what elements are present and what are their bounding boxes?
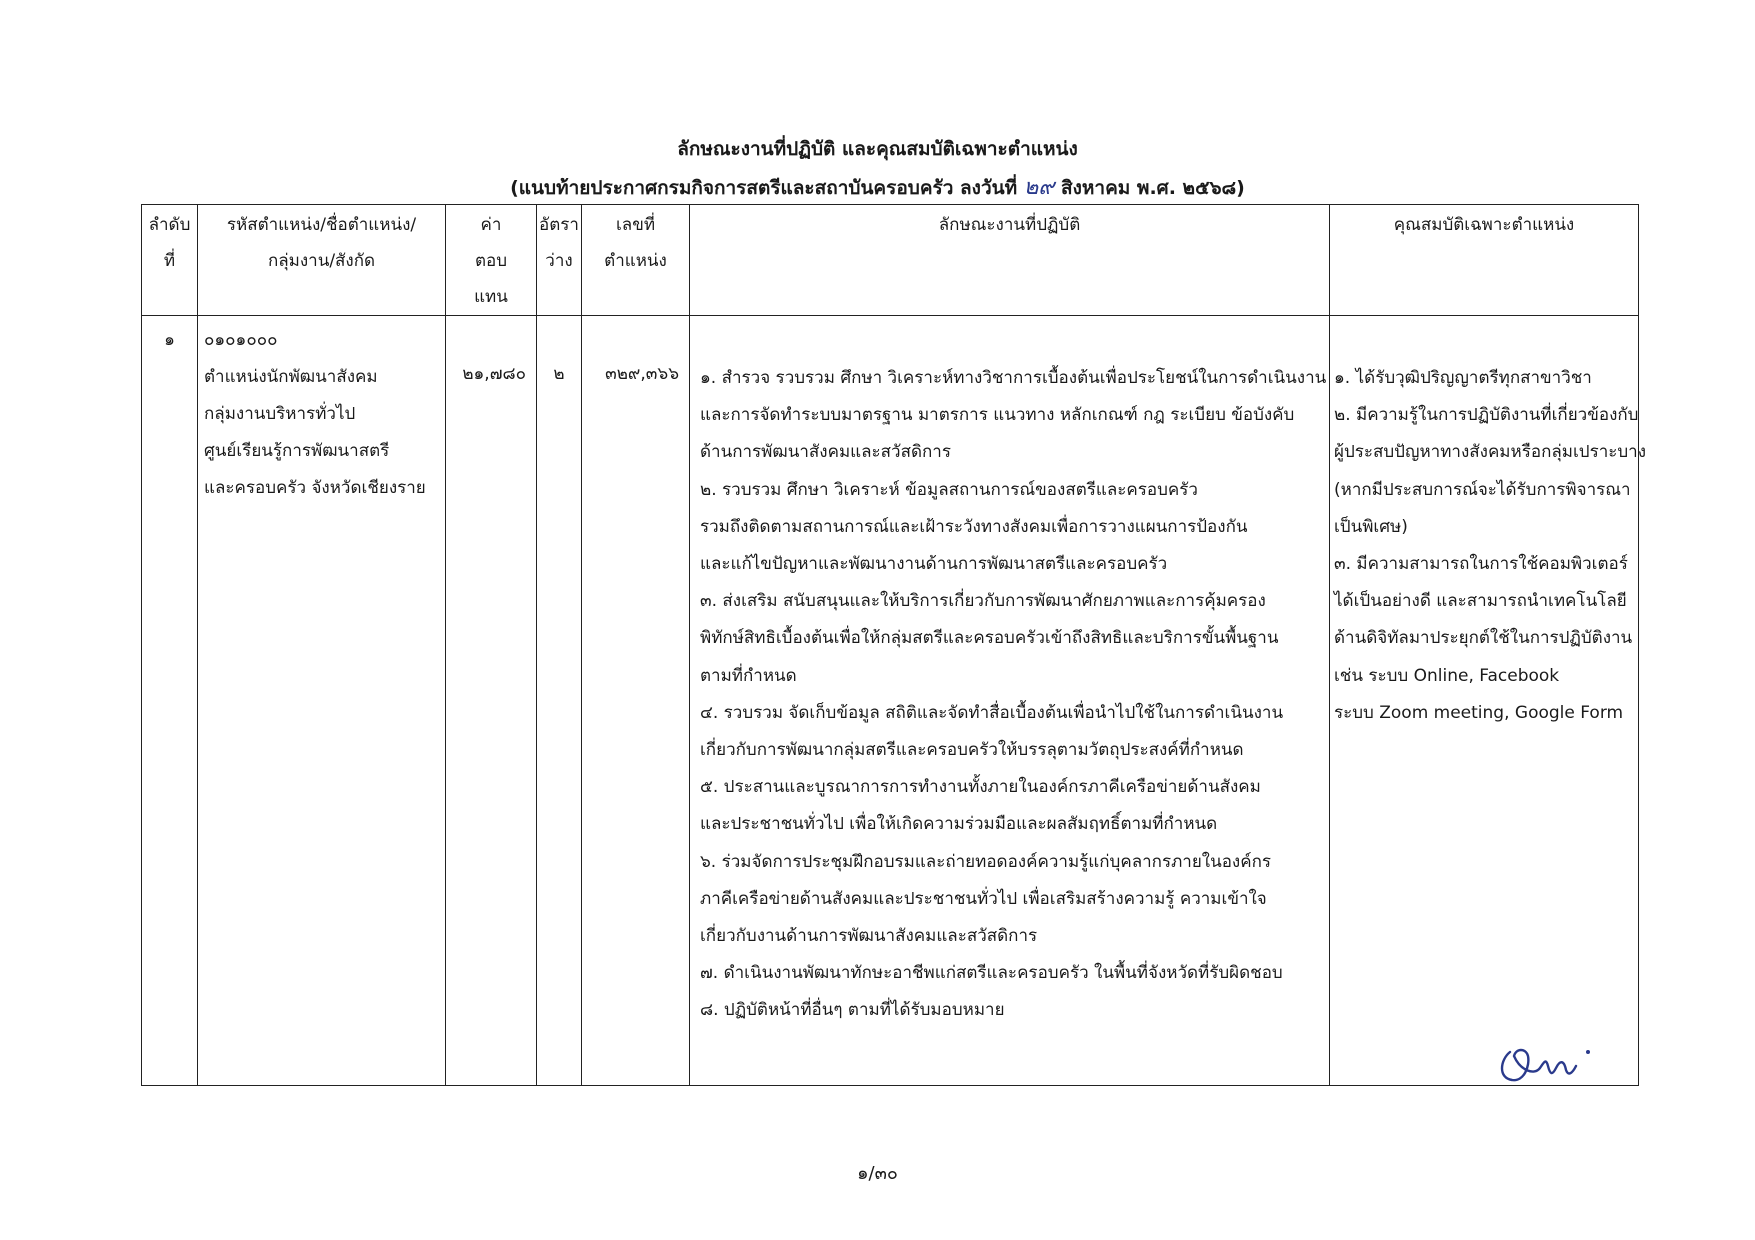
text-line: ภาคีเครือข่ายด้านสังคมและประชาชนทั่วไป เพื่อเสริมสร้างความรู้ ความเข้าใจ: [700, 888, 1267, 909]
cell-qualifications: [1330, 316, 1647, 1086]
header-qualifications: [1330, 205, 1639, 316]
text-line: เกี่ยวกับการพัฒนากลุ่มสตรีและครอบครัวให้บรรลุตามวัตถุประสงค์ที่กำหนด: [700, 740, 1244, 761]
text-line: รวมถึงติดตามสถานการณ์และเฝ้าระวังทางสังคมเพื่อการวางแผนการป้องกัน: [700, 516, 1248, 537]
text-line: ๔. รวบรวม จัดเก็บข้อมูล สถิติและจัดทำสื่อเบื้องต้นเพื่อนำไปใช้ในการดำเนินงาน: [700, 702, 1284, 723]
header-duties: [690, 205, 1330, 316]
text-line: ระบบ Zoom meeting, Google Form: [1334, 702, 1624, 723]
header-lines: [582, 207, 689, 279]
text-line: เช่น ระบบ Online, Facebook: [1334, 665, 1560, 686]
header-lines: [142, 207, 197, 279]
order-number: ๑: [164, 330, 175, 350]
text-line: ๑. ได้รับวุฒิปริญญาตรีทุกสาขาวิชา: [1334, 368, 1592, 388]
text-line: เกี่ยวกับงานด้านการพัฒนาสังคมและสวัสดิการ: [700, 926, 1038, 947]
text-line: ตำแหน่งนักพัฒนาสังคม: [204, 367, 378, 387]
cell-order: [142, 316, 198, 1086]
text-line: ศูนย์เรียนรู้การพัฒนาสตรี: [204, 441, 390, 461]
text-line: ค่า: [480, 215, 502, 235]
header-lines: [446, 207, 536, 315]
cell-position: [198, 316, 446, 1086]
table-row: [142, 316, 1639, 1086]
text-line: และการจัดทำระบบมาตรฐาน มาตรการ แนวทาง หลักเกณฑ์ กฎ ระเบียบ ข้อบังคับ: [700, 405, 1295, 426]
text-line: อัตรา: [539, 215, 579, 235]
text-line: ๖. ร่วมจัดการประชุมฝึกอบรมและถ่ายทอดองค์ความรู้แก่บุคลากรภายในองค์กร: [700, 851, 1272, 872]
text-line: ตามที่กำหนด: [700, 665, 797, 686]
compensation-value: ๒๑,๗๘๐: [462, 364, 526, 384]
header-compensation: [446, 205, 537, 316]
text-line: กลุ่มงาน/สังกัด: [267, 251, 376, 271]
text-line: ๐๑๐๑๐๐๐: [204, 330, 278, 350]
header-position-number: [582, 205, 690, 316]
text-line: กลุ่มงานบริหารทั่วไป: [204, 404, 356, 424]
text-line: และครอบครัว จังหวัดเชียงราย: [204, 478, 426, 498]
document-title: ลักษณะงานที่ปฏิบัติ และคุณสมบัติเฉพาะตำแหน่ง: [677, 138, 1078, 160]
signature-mark: [1490, 1030, 1610, 1090]
header-lines: [1330, 207, 1638, 243]
document-subtitle: [0, 169, 1755, 204]
text-line: ๒. รวบรวม ศึกษา วิเคราะห์ ข้อมูลสถานการณ์ของสตรีและครอบครัว: [700, 479, 1198, 500]
text-line: เป็นพิเศษ): [1334, 516, 1408, 537]
cell-duties: [690, 316, 1330, 1086]
table-header-row: [142, 205, 1639, 316]
position-lines: [198, 316, 445, 507]
text-line: ๓. มีความสามารถในการใช้คอมพิวเตอร์: [1334, 554, 1628, 575]
header-lines: [198, 207, 445, 279]
page-number: ๑/๓๐: [857, 1163, 898, 1184]
handwritten-day: ๒๙: [1023, 175, 1055, 200]
header-order: [142, 205, 198, 316]
text-line: ที่: [163, 251, 176, 271]
text-line: (หากมีประสบการณ์จะได้รับการพิจารณา: [1334, 479, 1631, 500]
duties-lines: [690, 316, 1329, 1030]
text-line: ตอบ: [474, 251, 508, 271]
text-line: พิทักษ์สิทธิเบื้องต้นเพื่อให้กลุ่มสตรีและครอบครัวเข้าถึงสิทธิและบริการขั้นพื้นฐาน: [700, 628, 1279, 649]
text-line: ๒. มีความรู้ในการปฏิบัติงานที่เกี่ยวข้องกับ: [1334, 405, 1639, 426]
text-line: และประชาชนทั่วไป เพื่อให้เกิดความร่วมมือและผลสัมฤทธิ์ตามที่กำหนด: [700, 814, 1218, 835]
cell-compensation: [446, 316, 537, 1086]
text-line: เลขที่: [615, 215, 656, 235]
vacancies-value: ๒: [553, 364, 565, 384]
text-line: ๗. ดำเนินงานพัฒนาทักษะอาชีพแก่สตรีและครอบครัว ในพื้นที่จังหวัดที่รับผิดชอบ: [700, 963, 1283, 984]
header-position: [198, 205, 446, 316]
text-line: ๘. ปฏิบัติหน้าที่อื่นๆ ตามที่ได้รับมอบหมาย: [700, 1000, 1005, 1021]
text-line: แทน: [474, 287, 508, 307]
text-line: ลักษณะงานที่ปฏิบัติ: [938, 215, 1081, 235]
header-lines: [537, 207, 581, 279]
text-line: ๓. ส่งเสริม สนับสนุนและให้บริการเกี่ยวกับการพัฒนาศักยภาพและการคุ้มครอง: [700, 591, 1266, 612]
header-vacancies: [537, 205, 582, 316]
subtitle-suffix: สิงหาคม พ.ศ. ๒๕๖๘): [1061, 177, 1245, 199]
text-line: ด้านดิจิทัลมาประยุกต์ใช้ในการปฏิบัติงาน: [1334, 628, 1633, 649]
position-table: [141, 204, 1647, 1086]
position-numbers-value: ๓๒๙,๓๖๖: [605, 364, 679, 384]
text-line: ตำแหน่ง: [604, 251, 667, 271]
subtitle-prefix: (แนบท้ายประกาศกรมกิจการสตรีและสถาบันครอบครัว ลงวันที่: [510, 177, 1018, 199]
text-line: ลำดับ: [148, 215, 191, 235]
text-line: ๑. สำรวจ รวบรวม ศึกษา วิเคราะห์ทางวิชาการเบื้องต้นเพื่อประโยชน์ในการดำเนินงาน: [700, 368, 1327, 388]
header-lines: [690, 207, 1329, 243]
qualification-lines: [1330, 316, 1647, 732]
text-line: ผู้ประสบปัญหาทางสังคมหรือกลุ่มเปราะบาง: [1334, 442, 1647, 463]
text-line: ด้านการพัฒนาสังคมและสวัสดิการ: [700, 442, 951, 463]
text-line: และแก้ไขปัญหาและพัฒนางานด้านการพัฒนาสตรีและครอบครัว: [700, 554, 1168, 575]
text-line: รหัสตำแหน่ง/ชื่อตำแหน่ง/: [226, 215, 417, 235]
cell-position-numbers: [582, 316, 690, 1086]
text-line: ว่าง: [545, 251, 573, 271]
text-line: ได้เป็นอย่างดี และสามารถนำเทคโนโลยี: [1334, 591, 1627, 612]
text-line: คุณสมบัติเฉพาะตำแหน่ง: [1393, 215, 1575, 235]
text-line: ๕. ประสานและบูรณาการการทำงานทั้งภายในองค์กรภาคีเครือข่ายด้านสังคม: [700, 777, 1261, 798]
cell-vacancies: [537, 316, 582, 1086]
